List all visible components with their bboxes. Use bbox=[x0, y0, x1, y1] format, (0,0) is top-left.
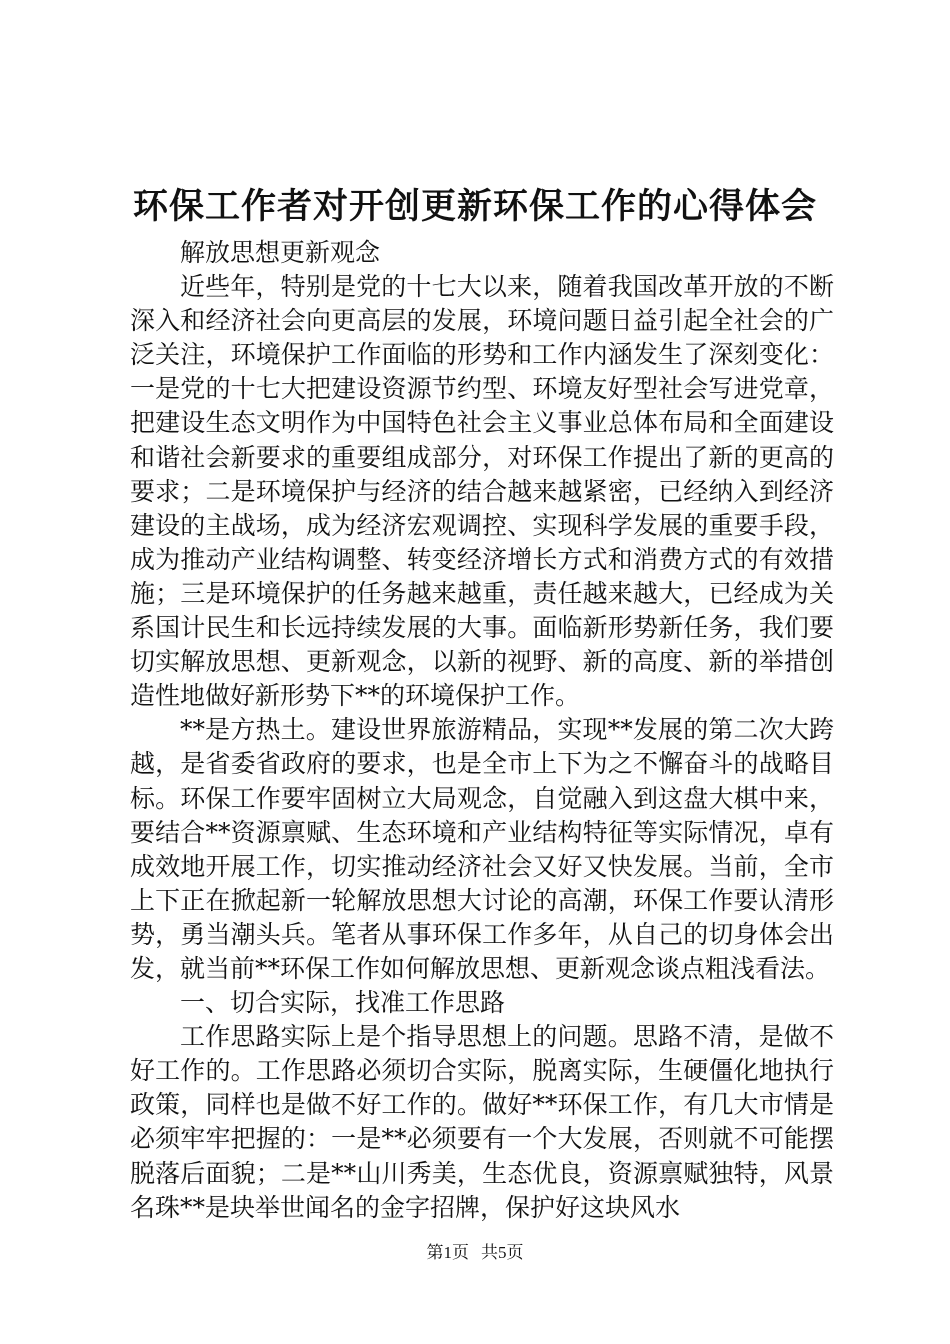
body-paragraph: 工作思路实际上是个指导思想上的问题。思路不清，是做不好工作的。工作思路必须切合实际，脱离实际，生硬僵化地执行政策，同样也是做不好工作的。做好**环保工作，有几大市情是必须牢牢把握的：一是**必须要有一个大发展，否则就不可能摆脱落后面貌；二是**山川秀美，生态优良，资源禀赋独特，风景名珠**是块举世闻名的金字招牌，保护好这块风水 bbox=[130, 1022, 834, 1222]
page-total: 共5页 bbox=[481, 1243, 524, 1262]
document-body bbox=[130, 236, 834, 1225]
body-paragraph: 近些年，特别是党的十七大以来，随着我国改革开放的不断深入和经济社会向更高层的发展，环境问题日益引起全社会的广泛关注，环境保护工作面临的形势和工作内涵发生了深刻变化：一是党的十七大把建设资源节约型、环境友好型社会写进党章，把建设生态文明作为中国特色社会主义事业总体布局和全面建设和谐社会新要求的重要组成部分，对环保工作提出了新的更高的要求；二是环境保护与经济的结合越来越紧密，已经纳入到经济建设的主战场，成为经济宏观调控、实现科学发展的重要手段，成为推动产业结构调整、转变经济增长方式和消费方式的有效措施；三是环境保护的任务越来越重，责任越来越大，已经成为关系国计民生和长远持续发展的大事。面临新形势新任务，我们要切实解放思想、更新观念，以新的视野、新的高度、新的举措创造性地做好新形势下**的环境保护工作。 bbox=[130, 272, 834, 711]
body-paragraph: **是方热土。建设世界旅游精品，实现**发展的第二次大跨越，是省委省政府的要求，也是全市上下为之不懈奋斗的战略目标。环保工作要牢固树立大局观念，自觉融入到这盘大棋中来，要结合**资源禀赋、生态环境和产业结构特征等实际情况，卓有成效地开展工作，切实推动经济社会又好又快发展。当前，全市上下正在掀起新一轮解放思想大讨论的高潮，环保工作要认清形势，勇当潮头兵。笔者从事环保工作多年，从自己的切身体会出发，就当前**环保工作如何解放思想、更新观念谈点粗浅看法。 bbox=[130, 715, 834, 983]
document-title: 环保工作者对开创更新环保工作的心得体会 bbox=[132, 186, 817, 227]
section-heading: 一、切合实际，找准工作思路 bbox=[180, 988, 506, 1018]
page-footer bbox=[0, 1242, 950, 1264]
page-number: 第1页 bbox=[426, 1243, 469, 1262]
section-subtitle: 解放思想更新观念 bbox=[180, 238, 381, 267]
